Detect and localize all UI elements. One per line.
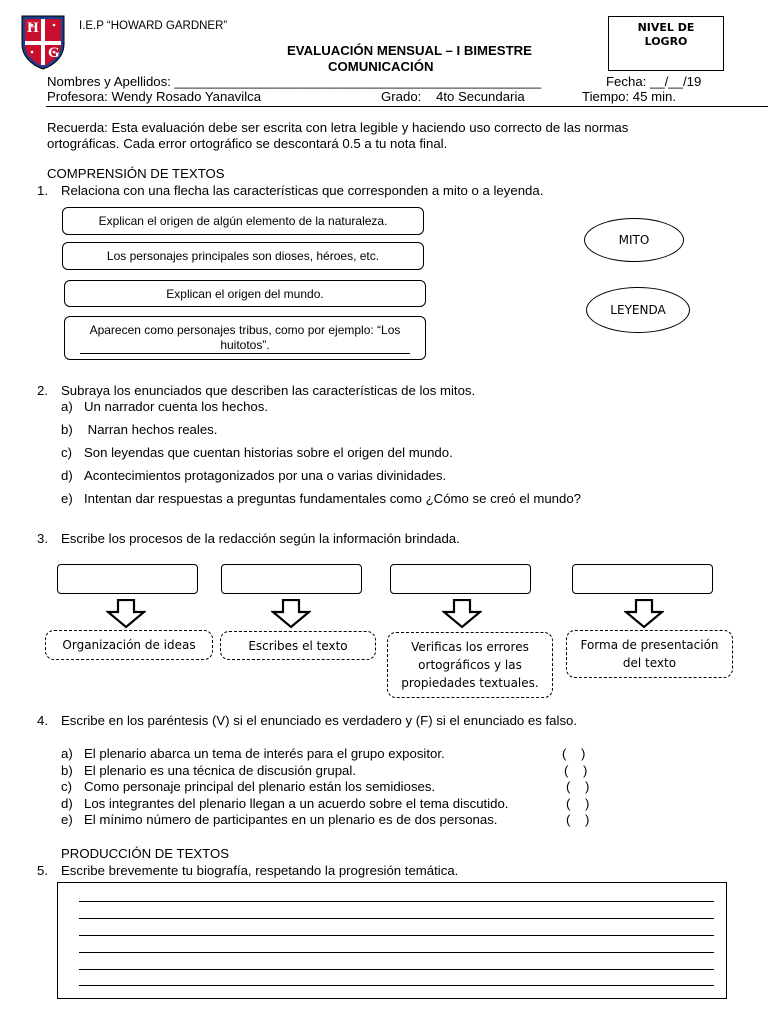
- q2-option-letter: d): [61, 468, 73, 483]
- section-heading-comprension: COMPRENSIÓN DE TEXTOS: [47, 166, 225, 181]
- q5-number: 5.: [37, 863, 48, 878]
- q3-step-box: [220, 631, 376, 660]
- q1-item-box[interactable]: [64, 316, 426, 360]
- q4-statement-letter: a): [61, 746, 73, 761]
- time-label: Tiempo: 45 min.: [582, 89, 677, 104]
- nivel-logro-box: [608, 16, 724, 71]
- logo-letter-g: G: [48, 45, 60, 61]
- writing-line: [79, 985, 714, 986]
- note-line-2: ortográficas. Cada error ortográfico se descontará 0.5 a tu nota final.: [47, 136, 448, 151]
- down-arrow-icon: [442, 599, 482, 629]
- writing-line: [79, 901, 714, 902]
- q2-option-letter: c): [61, 445, 72, 460]
- nivel-logro-line1: NIVEL DE: [637, 21, 695, 34]
- q4-statement-text: El plenario abarca un tema de interés para el grupo expositor.: [84, 746, 445, 761]
- q2-option-text: Intentan dar respuestas a preguntas fundamentales como ¿Cómo se creó el mundo?: [84, 491, 582, 506]
- school-logo: [20, 14, 66, 70]
- writing-line: [79, 935, 714, 936]
- q5-instruction: Escribe brevemente tu biografía, respetando la progresión temática.: [61, 863, 459, 878]
- q3-instruction: Escribe los procesos de la redacción según la información brindada.: [61, 531, 460, 546]
- mito-label: MITO: [618, 233, 650, 247]
- q2-option-text: Acontecimientos protagonizados por una o varias divinidades.: [84, 468, 447, 483]
- q3-step-box: [45, 630, 213, 660]
- biography-writing-box[interactable]: [57, 882, 727, 999]
- q4-statement-letter: d): [61, 796, 73, 811]
- q3-answer-box[interactable]: [390, 564, 531, 594]
- q2-option[interactable]: [61, 445, 453, 460]
- date-field[interactable]: Fecha: __/__/19: [606, 74, 702, 89]
- q1-item-box[interactable]: [62, 242, 424, 270]
- student-name-field[interactable]: Nombres y Apellidos: __________________________________________________: [47, 74, 542, 89]
- exam-title: EVALUACIÓN MENSUAL – I BIMESTRE: [287, 43, 532, 58]
- q2-option-text: Narran hechos reales.: [84, 422, 218, 437]
- q3-step-box: [566, 630, 733, 678]
- q4-statement: [61, 779, 435, 794]
- q2-number: 2.: [37, 383, 48, 398]
- writing-line: [79, 952, 714, 953]
- q2-option-text: Son leyendas que cuentan historias sobre el origen del mundo.: [84, 445, 453, 460]
- q4-statement-text: Los integrantes del plenario llegan a un acuerdo sobre el tema discutido.: [84, 796, 509, 811]
- q3-answer-box[interactable]: [221, 564, 362, 594]
- q3-step-box: [387, 632, 553, 698]
- q3-answer-box[interactable]: [572, 564, 713, 594]
- grade-label: Grado:: [381, 89, 422, 104]
- q2-option-text: Un narrador cuenta los hechos.: [84, 399, 269, 414]
- down-arrow-icon: [624, 599, 664, 629]
- q2-option-letter: e): [61, 491, 73, 506]
- grade-value: 4to Secundaria: [436, 89, 525, 104]
- q4-statement: [61, 812, 497, 827]
- q2-option[interactable]: [61, 491, 581, 506]
- q4-answer-blank[interactable]: ( ): [566, 779, 590, 794]
- q4-statement-text: El mínimo número de participantes en un plenario es de dos personas.: [84, 812, 498, 827]
- q1-item-text: Aparecen como personajes tribus, como por ejemplo: “Los huitotos”.: [80, 323, 410, 354]
- q1-instruction: Relaciona con una flecha las características que corresponden a mito o a leyenda.: [61, 183, 544, 198]
- writing-line: [79, 969, 714, 970]
- q2-option[interactable]: [61, 422, 217, 437]
- q4-number: 4.: [37, 713, 48, 728]
- q1-item-text: Explican el origen del mundo.: [166, 286, 324, 301]
- q4-statement-letter: e): [61, 812, 73, 827]
- q4-statement: [61, 746, 445, 761]
- q1-number: 1.: [37, 183, 48, 198]
- leyenda-target[interactable]: [586, 287, 690, 333]
- leyenda-label: LEYENDA: [610, 303, 666, 317]
- q2-option[interactable]: [61, 468, 446, 483]
- logo-letter-h: H: [27, 20, 39, 36]
- q1-item-box[interactable]: [64, 280, 426, 307]
- down-arrow-icon: [271, 599, 311, 629]
- mito-target[interactable]: [584, 218, 684, 262]
- q4-statement-letter: b): [61, 763, 73, 778]
- down-arrow-icon: [106, 599, 146, 629]
- school-name: I.E.P “HOWARD GARDNER”: [79, 20, 228, 32]
- q2-option-letter: b): [61, 422, 73, 437]
- nivel-logro-line2: LOGRO: [644, 35, 688, 48]
- q3-step-text: Forma de presentación del texto: [580, 638, 719, 670]
- q3-step-text: Escribes el texto: [248, 638, 348, 653]
- writing-line: [79, 918, 714, 919]
- q2-option-letter: a): [61, 399, 73, 414]
- q3-step-text: Verificas los errores ortográficos y las propiedades textuales.: [401, 640, 539, 690]
- q4-statement-text: Como personaje principal del plenario están los semidioses.: [84, 779, 436, 794]
- q4-answer-blank[interactable]: ( ): [564, 763, 588, 778]
- q4-statement: [61, 796, 508, 811]
- note-line-1: Recuerda: Esta evaluación debe ser escrita con letra legible y haciendo uso correcto de las normas: [47, 120, 629, 135]
- exam-subject: COMUNICACIÓN: [328, 59, 434, 74]
- teacher-label: Profesora: Wendy Rosado Yanavilca: [47, 89, 262, 104]
- q4-answer-blank[interactable]: ( ): [566, 796, 590, 811]
- q1-item-text: Explican el origen de algún elemento de la naturaleza.: [98, 214, 388, 228]
- q4-instruction: Escribe en los paréntesis (V) si el enunciado es verdadero y (F) si el enunciado es falso.: [61, 713, 578, 728]
- q2-option[interactable]: [61, 399, 268, 414]
- q4-answer-blank[interactable]: ( ): [566, 812, 590, 827]
- q1-item-box[interactable]: [62, 207, 424, 235]
- section-heading-produccion: PRODUCCIÓN DE TEXTOS: [61, 846, 230, 861]
- q3-answer-box[interactable]: [57, 564, 198, 594]
- q3-step-text: Organización de ideas: [62, 638, 196, 652]
- header-divider: [46, 106, 768, 107]
- q2-instruction: Subraya los enunciados que describen las características de los mitos.: [61, 383, 476, 398]
- q4-statement: [61, 763, 356, 778]
- q4-statement-text: El plenario es una técnica de discusión grupal.: [84, 763, 356, 778]
- q4-answer-blank[interactable]: ( ): [562, 746, 586, 761]
- q1-item-text: Los personajes principales son dioses, héroes, etc.: [106, 249, 380, 263]
- q3-number: 3.: [37, 531, 48, 546]
- q4-statement-letter: c): [61, 779, 72, 794]
